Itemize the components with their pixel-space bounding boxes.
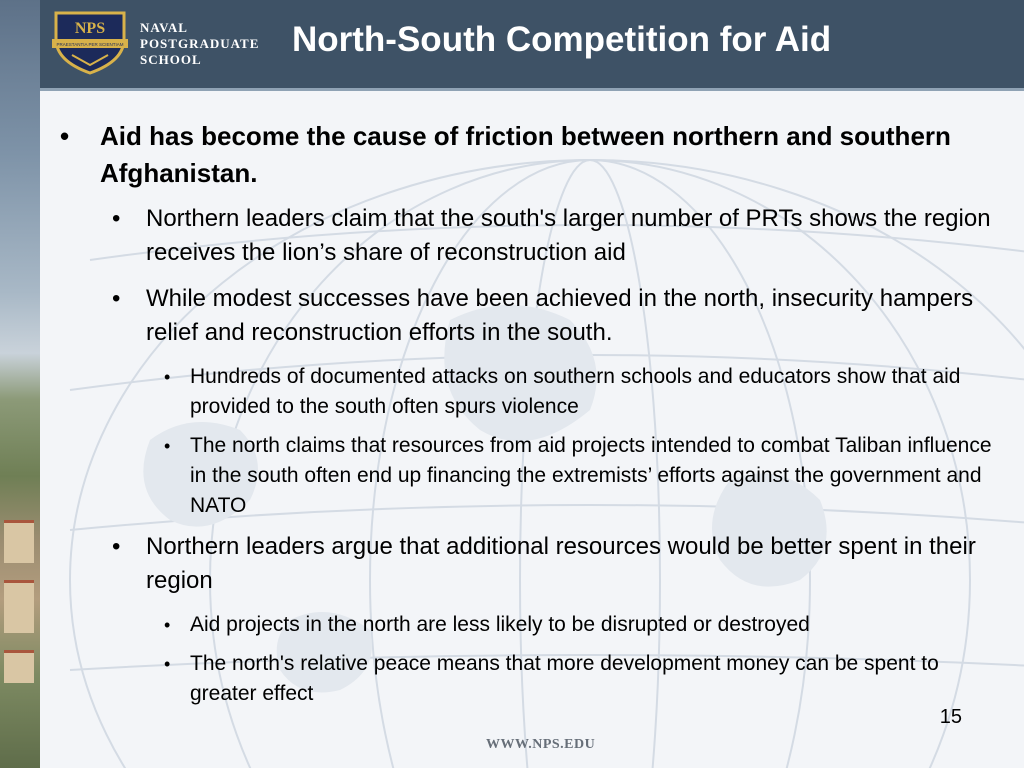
bullet-text: Northern leaders claim that the south's larger number of PRTs shows the region receives the lion’s share of reconstruction aid bbox=[146, 205, 991, 266]
bullet-glyph: • bbox=[164, 654, 171, 674]
bullet-text: The north's relative peace means that more development money can be spent to greater effect bbox=[190, 652, 939, 705]
bullet-glyph: • bbox=[112, 205, 121, 232]
logo-motto: PRAESTANTIA PER SCIENTIAM bbox=[56, 42, 124, 47]
footer-url: WWW.NPS.EDU bbox=[486, 737, 596, 752]
bullet-text: Hundreds of documented attacks on southern schools and educators show that aid provided to the south often spurs violence bbox=[190, 365, 961, 418]
bullet-item-level-3 bbox=[60, 362, 1000, 422]
school-name-line: POSTGRADUATE bbox=[140, 36, 260, 51]
logo-text: NPS bbox=[74, 20, 106, 37]
nps-logo bbox=[50, 9, 130, 75]
bullet-item-level-2 bbox=[60, 202, 1000, 270]
building-shape bbox=[4, 580, 34, 633]
bullet-text: Aid has become the cause of friction between northern and southern Afghanistan. bbox=[100, 121, 951, 188]
bullet-text: The north claims that resources from aid projects intended to combat Taliban influence in the south often end up financing the extremists’ efforts against the government and NATO bbox=[190, 434, 992, 517]
bullet-glyph: • bbox=[164, 367, 171, 387]
bullet-glyph: • bbox=[112, 285, 121, 312]
bullet-item-level-3 bbox=[60, 610, 1000, 640]
school-name bbox=[140, 20, 259, 68]
slide-title: North-South Competition for Aid bbox=[292, 20, 832, 59]
bullet-item-level-3 bbox=[60, 431, 1000, 521]
campus-photo-strip bbox=[0, 0, 40, 768]
bullet-text: Aid projects in the north are less likely to be disrupted or destroyed bbox=[190, 613, 810, 636]
bullet-item-level-1 bbox=[60, 118, 1000, 192]
bullet-item-level-3 bbox=[60, 649, 1000, 709]
slide-header bbox=[40, 0, 1024, 91]
school-name-line: SCHOOL bbox=[140, 52, 202, 67]
bullet-glyph: • bbox=[164, 436, 171, 456]
bullet-text: While modest successes have been achieved in the north, insecurity hampers relief and reconstruction efforts in the south. bbox=[146, 285, 974, 346]
bullet-text: Northern leaders argue that additional resources would be better spent in their region bbox=[146, 533, 976, 594]
school-name-line: NAVAL bbox=[140, 20, 188, 35]
bullet-glyph: • bbox=[164, 615, 171, 635]
slide-content bbox=[60, 118, 1000, 718]
bullet-glyph: • bbox=[60, 121, 70, 151]
bullet-item-level-2 bbox=[60, 282, 1000, 350]
page-number: 15 bbox=[939, 706, 962, 728]
building-shape bbox=[4, 520, 34, 563]
building-shape bbox=[4, 650, 34, 683]
bullet-item-level-2 bbox=[60, 530, 1000, 598]
bullet-glyph: • bbox=[112, 533, 121, 560]
